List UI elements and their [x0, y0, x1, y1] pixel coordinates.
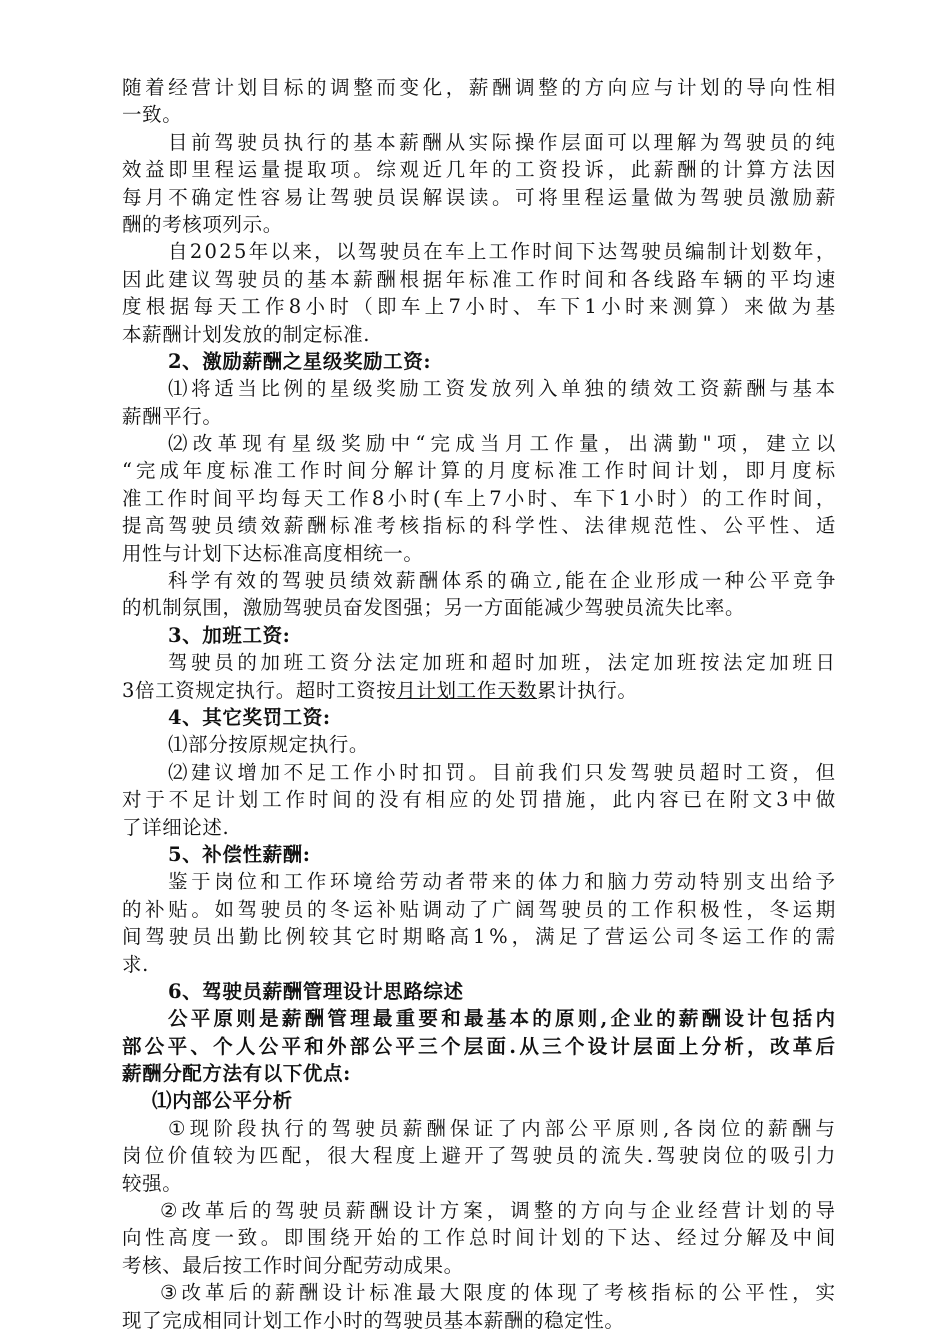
section-heading: 3、加班工资:: [168, 623, 291, 647]
text-line: 对 于 不 足 计 划 工 作 时 间 的 没 有 相 应 的 处 罚 措 施 ， 此 内 容 已 在 附 文 3 中 做: [122, 788, 836, 812]
text-line: 因 此 建 议 驾 驶 员 的 基 本 薪 酬 根 据 年 标 准 工 作 时 间 和 各 线 路 车 辆 的 平 均 速: [122, 267, 836, 291]
text-line: “ 完 成 年 度 标 准 工 作 时 间 分 解 计 算 的 月 度 标 准 工 作 时 间 计 划 ， 即 月 度 标: [122, 459, 836, 483]
section-heading: 2、激励薪酬之星级奖励工资:: [168, 349, 432, 373]
text-segment: 累计执行。: [537, 678, 638, 702]
text-line: 现了完成相同计划工作小时的驾驶员基本薪酬的稳定性。: [122, 1308, 625, 1332]
text-line: 岗 位 价 值 较 为 匹 配 ， 很 大 程 度 上 避 开 了 驾 驶 员 的 流 失 . 驾 驶 岗 位 的 吸 引 力: [122, 1144, 836, 1168]
text-line: 了详细论述.: [122, 815, 230, 839]
text-line: 酬的考核项列示。: [122, 212, 283, 236]
text-line: 每 月 不 确 定 性 容 易 让 驾 驶 员 误 解 误 读 。 可 将 里 程 运 量 做 为 驾 驶 员 激 励 薪: [122, 185, 836, 209]
text-line: 准 工 作 时 间 平 均 每 天 工 作 8 小 时 ( 车 上 7 小 时 、 车 下 1 小 时 ） 的 工 作 时 间 ，: [122, 486, 836, 510]
list-item: ① 现 阶 段 执 行 的 驾 驶 员 薪 酬 保 证 了 内 部 公 平 原 则 , 各 岗 位 的 薪 酬 与: [168, 1116, 836, 1140]
text-line: 提 高 驾 驶 员 绩 效 薪 酬 标 准 考 核 指 标 的 科 学 性 、 法 律 规 范 性 、 公 平 性 、 适: [122, 514, 836, 538]
paragraph-first-line: 鉴 于 岗 位 和 工 作 环 境 给 劳 动 者 带 来 的 体 力 和 脑 力 劳 动 特 别 支 出 给 予: [168, 870, 836, 894]
underlined-term: 月计划工作天数: [396, 678, 538, 702]
text-line: 考核、最后按工作时间分配劳动成果。: [122, 1253, 464, 1277]
document-page: [122, 74, 836, 1334]
text-line: 薪酬平行。: [122, 404, 223, 428]
list-item: ⑴ 将 适 当 比 例 的 星 级 奖 励 工 资 发 放 列 入 单 独 的 绩 效 工 资 薪 酬 与 基 本: [168, 377, 836, 401]
text-line: 效 益 即 里 程 运 量 提 取 项 。 综 观 近 几 年 的 工 资 投 诉 ， 此 薪 酬 的 计 算 方 法 因: [122, 158, 836, 182]
list-item: ⑵ 建 议 增 加 不 足 工 作 小 时 扣 罚 。 目 前 我 们 只 发 驾 驶 员 超 时 工 资 ， 但: [168, 760, 836, 784]
list-item: ⑵ 改 革 现 有 星 级 奖 励 中 “ 完 成 当 月 工 作 量 ， 出 满 勤 " 项 ， 建 立 以: [168, 432, 836, 456]
text-segment: 3倍工资规定执行。超时工资按: [122, 678, 397, 702]
text-line: 一致。: [122, 103, 183, 127]
section-heading: 6、驾驶员薪酬管理设计思路综述: [168, 979, 464, 1003]
section-heading: 4、其它奖罚工资:: [168, 705, 331, 729]
text-line: 用性与计划下达标准高度相统一。: [122, 541, 424, 565]
list-item: ② 改 革 后 的 驾 驶 员 薪 酬 设 计 方 案 ， 调 整 的 方 向 与 企 业 经 营 计 划 的 导: [160, 1199, 836, 1223]
text-line: 求.: [122, 952, 149, 976]
paragraph-first-line: 驾 驶 员 的 加 班 工 资 分 法 定 加 班 和 超 时 加 班 ， 法 定 加 班 按 法 定 加 班 日: [168, 651, 836, 675]
text-line: [122, 677, 836, 704]
text-line: 较强。: [122, 1171, 183, 1195]
list-item: ③ 改 革 后 的 薪 酬 设 计 标 准 最 大 限 度 的 体 现 了 考 核 指 标 的 公 平 性 ， 实: [160, 1281, 836, 1305]
text-line: 的机制氛围，激励驾驶员奋发图强；另一方面能减少驾驶员流失比率。: [122, 596, 746, 620]
text-line: 度 根 据 每 天 工 作 8 小 时 （ 即 车 上 7 小 时 、 车 下 1 小 时 来 测 算 ） 来 做 为 基: [122, 295, 836, 319]
text-line: 部 公 平 、 个 人 公 平 和 外 部 公 平 三 个 层 面 . 从 三 个 设 计 层 面 上 分 析 ， 改 革 后: [122, 1034, 836, 1058]
text-line: 的 补 贴 。 如 驾 驶 员 的 冬 运 补 贴 调 动 了 广 阔 驾 驶 员 的 工 作 积 极 性 ， 冬 运 期: [122, 897, 836, 921]
paragraph-first-line: 自 2 0 2 5 年 以 来 ， 以 驾 驶 员 在 车 上 工 作 时 间 下 达 驾 驶 员 编 制 计 划 数 年 ，: [168, 240, 836, 264]
section-heading: 5、补偿性薪酬:: [168, 842, 311, 866]
subsection-heading: ⑴内部公平分析: [152, 1089, 293, 1113]
paragraph-first-line: 科 学 有 效 的 驾 驶 员 绩 效 薪 酬 体 系 的 确 立 , 能 在 企 业 形 成 一 种 公 平 竞 争: [168, 569, 836, 593]
text-line: 本薪酬计划发放的制定标准.: [122, 322, 370, 346]
text-line: 间 驾 驶 员 出 勤 比 例 较 其 它 时 期 略 高 1 % ， 满 足 了 营 运 公 司 冬 运 工 作 的 需: [122, 925, 836, 949]
text-line: 随 着 经 营 计 划 目 标 的 调 整 而 变 化 ， 薪 酬 调 整 的 方 向 应 与 计 划 的 导 向 性 相: [122, 76, 836, 99]
text-line: 向 性 高 度 一 致 。 即 围 绕 开 始 的 工 作 总 时 间 计 划 的 下 达 、 经 过 分 解 及 中 间: [122, 1226, 836, 1250]
list-item: ⑴部分按原规定执行。: [168, 733, 370, 757]
text-line: 薪酬分配方法有以下优点:: [122, 1062, 351, 1086]
paragraph-first-line: 公 平 原 则 是 薪 酬 管 理 最 重 要 和 最 基 本 的 原 则 , 企 业 的 薪 酬 设 计 包 括 内: [168, 1007, 836, 1031]
paragraph-first-line: 目 前 驾 驶 员 执 行 的 基 本 薪 酬 从 实 际 操 作 层 面 可 以 理 解 为 驾 驶 员 的 纯: [168, 130, 836, 154]
